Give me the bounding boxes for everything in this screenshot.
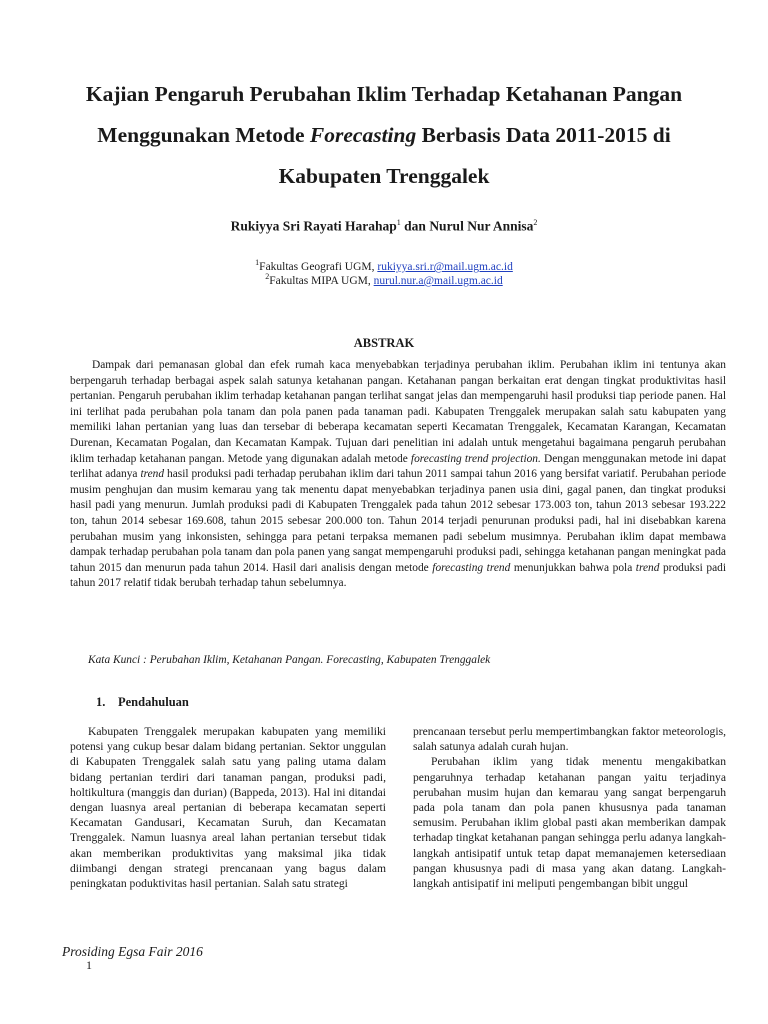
- abstract-text-5: produksi padi tahun 2017 relatif tidak berubah terhadap tahun sebelumnya.: [70, 561, 726, 590]
- affiliation-1-mark: 1: [255, 258, 260, 267]
- abstract-heading: ABSTRAK: [353, 336, 415, 350]
- affiliation-2: [60, 270, 708, 288]
- affiliation-2-text: Fakultas MIPA UGM,: [269, 274, 374, 287]
- affiliation-2-mark: 2: [265, 272, 270, 281]
- title-line-2-pre: Menggunakan Metode: [97, 123, 310, 147]
- title-line-2-post: Berbasis Data 2011-2015 di: [416, 123, 671, 147]
- keywords: Kata Kunci : Perubahan Iklim, Ketahanan Pangan. Forecasting, Kabupaten Trenggalek: [88, 654, 491, 666]
- author-1-affiliation-mark: 1: [396, 218, 401, 227]
- title-line-1: Kajian Pengaruh Perubahan Iklim Terhadap Ketahanan Pangan: [85, 82, 683, 106]
- section-number: 1.: [96, 695, 106, 709]
- intro-left-column: Kabupaten Trenggalek merupakan kabupaten yang memiliki potensi yang cukup besar dalam bidang pertanian. Sektor unggulan di Kabupaten Trenggalek salah satu yang paling utama dalam bidang pertanian terdiri dari tanaman pangan, produksi padi, holtikultura (manggis dan durian) (Bappeda, 2013). Hal ini ditandai dengan luasnya areal pertanian di beberapa kecamatan seperti Kecamatan Gandusari, Kecamatan Suruh, dan Kecamatan Trenggalek. Namun luasnya areal lahan pertanian tersebut tidak akan memberikan produktivitas yang maksimal jika tidak diimbangi dengan strategi prencanaan yang bagus dalam peningkatan poduktivitas hasil pertanian. Salah satu strategi: [70, 725, 386, 891]
- page-number: 1: [86, 958, 92, 972]
- abstract-italic-2: trend: [140, 468, 165, 481]
- abstract-text-1: Dampak dari pemanasan global dan efek rumah kaca menyebabkan terjadinya perubahan iklim. Perubahan iklim ini tentunya akan berpengaruh terhadap berbagai aspek salah satunya ketahanan pangan. Ketahanan pangan berkaitan erat dengan tingkat produktivitas hasil pertanian. Pengaruh perubahan iklim terhadap ketahanan pangan terlihat sangat jelas dan mempengaruhi hasil produksi tiap periode panen. Hal ini terlihat pada perubahan pola tanam dan pola panen pada tanaman padi. Kabupaten Trenggalek merupakan salah satu kabupaten yang memiliki lahan pertanian yang luas dan tersebar di beberapa kecamatan seperti Kecamatan Trenggalek, Kecamatan Karangan, Kecamatan Durenan, Kecamatan Pogalan, dan Kecamatan Kampak. Tujuan dari penelitian ini adalah untuk mengetahui bagaimana pengaruh perubahan iklim terhadap ketahanan pangan. Metode yang digunakan adalah metode: [70, 359, 726, 465]
- author-list: [60, 218, 708, 235]
- abstract-italic-3: forecasting trend: [432, 561, 511, 574]
- affiliation-1-email-link[interactable]: rukiyya.sri.r@mail.ugm.ac.id: [377, 260, 513, 273]
- abstract-italic-4: trend: [635, 561, 660, 574]
- section-title: Pendahuluan: [118, 695, 189, 709]
- section-heading: [96, 695, 189, 710]
- abstract-body: [70, 358, 726, 592]
- abstract-italic-1: forecasting trend projection.: [410, 452, 541, 465]
- abstract-text-3: hasil produksi padi terhadap perubahan iklim dari tahun 2011 sampai tahun 2016 yang bersifat variatif. Perubahan periode musim penghujan dan musim kemarau yang tak menentu dapat menyebabkan terjadinya panen usia dini, gagal panen, dan tingkat produksi hasil padi yang menurun. Jumlah produksi padi di Kabupaten Trenggalek pada tahun 2012 sebesar 173.003 ton, tahun 2013 sebesar 193.222 ton, tahun 2014 sebesar 169.608, tahun 2015 sebesar 200.000 ton. Tahun 2014 terjadi penurunan produksi padi, hal ini disebabkan karena perubahan musim yang inkonsisten, sehingga para petani terpaksa memanen padi sebelum musimnya. Perubahan iklim dapat membawa dampak terhadap perubahan pola tanam dan pola panen yang sangat mempengaruhi produksi padi, sehingga ketahanan pangan meningkat pada tahun 2015 dan menurun pada tahun 2014. Hasil dari analisis dengan metode: [70, 468, 726, 574]
- abstract-text-4: menunjukkan bahwa pola: [510, 561, 636, 574]
- intro-right-column: [413, 724, 726, 891]
- author-2-affiliation-mark: 2: [533, 218, 538, 227]
- paper-title: [60, 74, 708, 197]
- affiliation-1-text: Fakultas Geografi UGM,: [259, 260, 378, 273]
- proceedings-footer: Prosiding Egsa Fair 2016: [62, 944, 203, 959]
- intro-right-paragraph-2: Perubahan iklim yang tidak menentu mengakibatkan pengaruhnya terhadap ketahanan pangan yaitu terjadinya perubahan musim hujan dan kemarau yang sangat berpengaruh pada pola tanam dan pola panen khususnya pada tanaman semusim. Perubahan iklim global pasti akan memberikan dampak terhadap tingkat ketahanan pangan sehingga perlu adanya langkah-langkah antisipatif untuk tetap dapat memanajemen ketersediaan pangan khususnya padi di masa yang akan datang. Langkah- langkah antisipatif ini meliputi pengembangan bibit unggul: [413, 755, 726, 891]
- title-line-2-emphasis: Forecasting: [309, 123, 417, 147]
- author-1: Rukiyya Sri Rayati Harahap: [230, 218, 397, 234]
- title-line-3: Kabupaten Trenggalek: [278, 164, 490, 188]
- intro-right-paragraph-1: prencanaan tersebut perlu mempertimbangkan faktor meteorologis, salah satunya adalah curah hujan.: [413, 725, 726, 754]
- abstract-text-2: Dengan menggunakan metode ini dapat terlihat adanya: [70, 452, 727, 481]
- author-conjunction: dan Nurul Nur Annisa: [404, 218, 534, 234]
- affiliation-2-email-link[interactable]: nurul.nur.a@mail.ugm.ac.id: [373, 274, 503, 287]
